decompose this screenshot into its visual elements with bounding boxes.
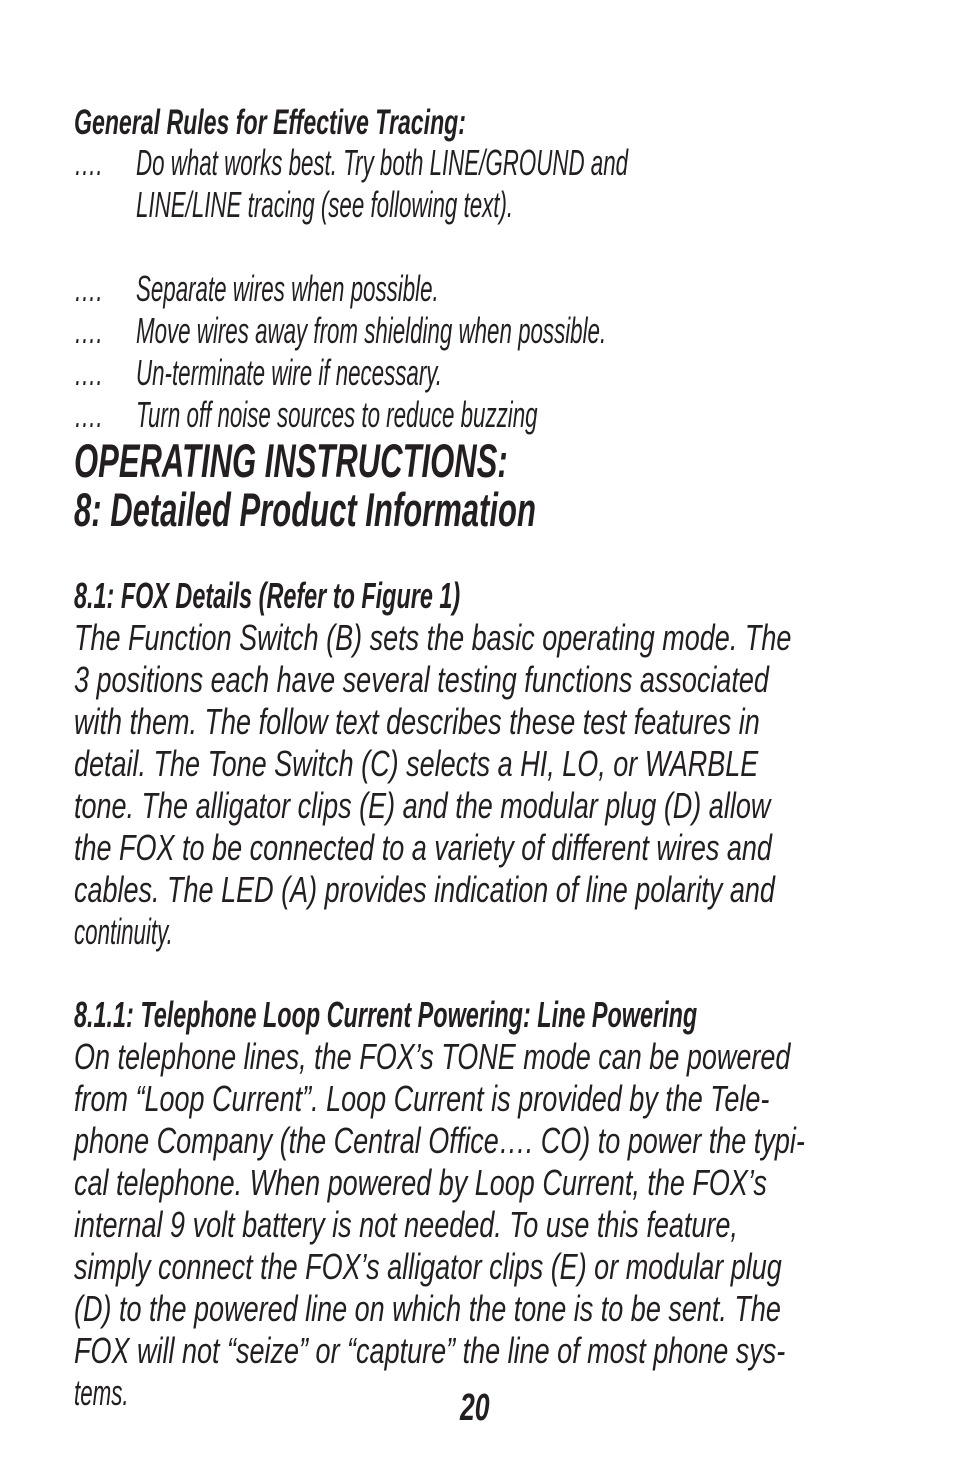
fox-details-heading <box>74 575 668 617</box>
paragraph-line: tems. <box>74 1372 129 1413</box>
paragraph-line: cal telephone. When powered by Loop Current, the FOX’s <box>74 1162 767 1203</box>
rules-list-item <box>74 142 874 226</box>
paragraph-line: internal 9 volt battery is not needed. To use this feature, <box>74 1204 738 1245</box>
rules-item-text: Separate wires when possible. <box>136 268 439 309</box>
bullet-dots: …. <box>74 394 103 435</box>
rules-list-item <box>74 310 874 352</box>
rules-item-line: LINE/LINE tracing (see following text). <box>136 184 514 225</box>
paragraph-line: On telephone lines, the FOX’s TONE mode can be powered <box>74 1036 791 1077</box>
paragraph-line: with them. The follow text describes these test features in <box>74 701 760 742</box>
paragraph-line: from “Loop Current”. Loop Current is provided by the Tele- <box>74 1078 770 1119</box>
fox-details-heading-text: 8.1: FOX Details (Refer to Figure 1) <box>74 575 461 616</box>
rules-item-text: Turn off noise sources to reduce buzzing <box>136 394 538 435</box>
bullet-dots: …. <box>74 142 103 183</box>
fox-details-paragraph <box>74 617 884 953</box>
section-title-line: OPERATING INSTRUCTIONS: <box>74 434 508 487</box>
paragraph-line: (D) to the powered line on which the tone is to be sent. The <box>74 1288 781 1329</box>
paragraph-line: phone Company (the Central Office…. CO) to power the typi- <box>74 1120 805 1161</box>
rules-list <box>74 142 874 436</box>
paragraph-line: cables. The LED (A) provides indication of line polarity and <box>74 869 775 910</box>
loop-current-paragraph <box>74 1036 884 1414</box>
bullet-dots: …. <box>74 310 103 351</box>
rules-item-text: Un-terminate wire if necessary. <box>136 352 442 393</box>
rules-item-text: Move wires away from shielding when possible. <box>136 310 607 351</box>
rules-item-line: Do what works best. Try both LINE/GROUND and <box>136 142 629 183</box>
rules-heading-text: General Rules for Effective Tracing: <box>74 103 466 142</box>
rules-heading <box>74 102 668 144</box>
loop-current-heading-text: 8.1.1: Telephone Loop Current Powering: Line Powering <box>74 994 698 1035</box>
paragraph-line: continuity. <box>74 911 173 952</box>
page-number <box>460 1386 502 1430</box>
loop-current-heading <box>74 994 954 1036</box>
section-title-line: 8: Detailed Product Information <box>74 483 536 536</box>
rules-list-item <box>74 352 874 394</box>
rules-list-item <box>74 268 874 310</box>
paragraph-line: detail. The Tone Switch (C) selects a HI, LO, or WARBLE <box>74 743 759 784</box>
page-number-text: 20 <box>460 1387 490 1429</box>
paragraph-line: simply connect the FOX’s alligator clips (E) or modular plug <box>74 1246 782 1287</box>
rules-list-item <box>74 394 874 436</box>
paragraph-line: 3 positions each have several testing functions associated <box>74 659 769 700</box>
paragraph-line: FOX will not “seize” or “capture” the line of most phone sys- <box>74 1330 786 1371</box>
paragraph-line: the FOX to be connected to a variety of different wires and <box>74 827 772 868</box>
bullet-dots: …. <box>74 352 103 393</box>
rules-item-text <box>136 142 628 226</box>
bullet-dots: …. <box>74 268 103 309</box>
paragraph-line: tone. The alligator clips (E) and the modular plug (D) allow <box>74 785 771 826</box>
paragraph-line: The Function Switch (B) sets the basic operating mode. The <box>74 617 792 658</box>
section-title <box>74 436 774 534</box>
